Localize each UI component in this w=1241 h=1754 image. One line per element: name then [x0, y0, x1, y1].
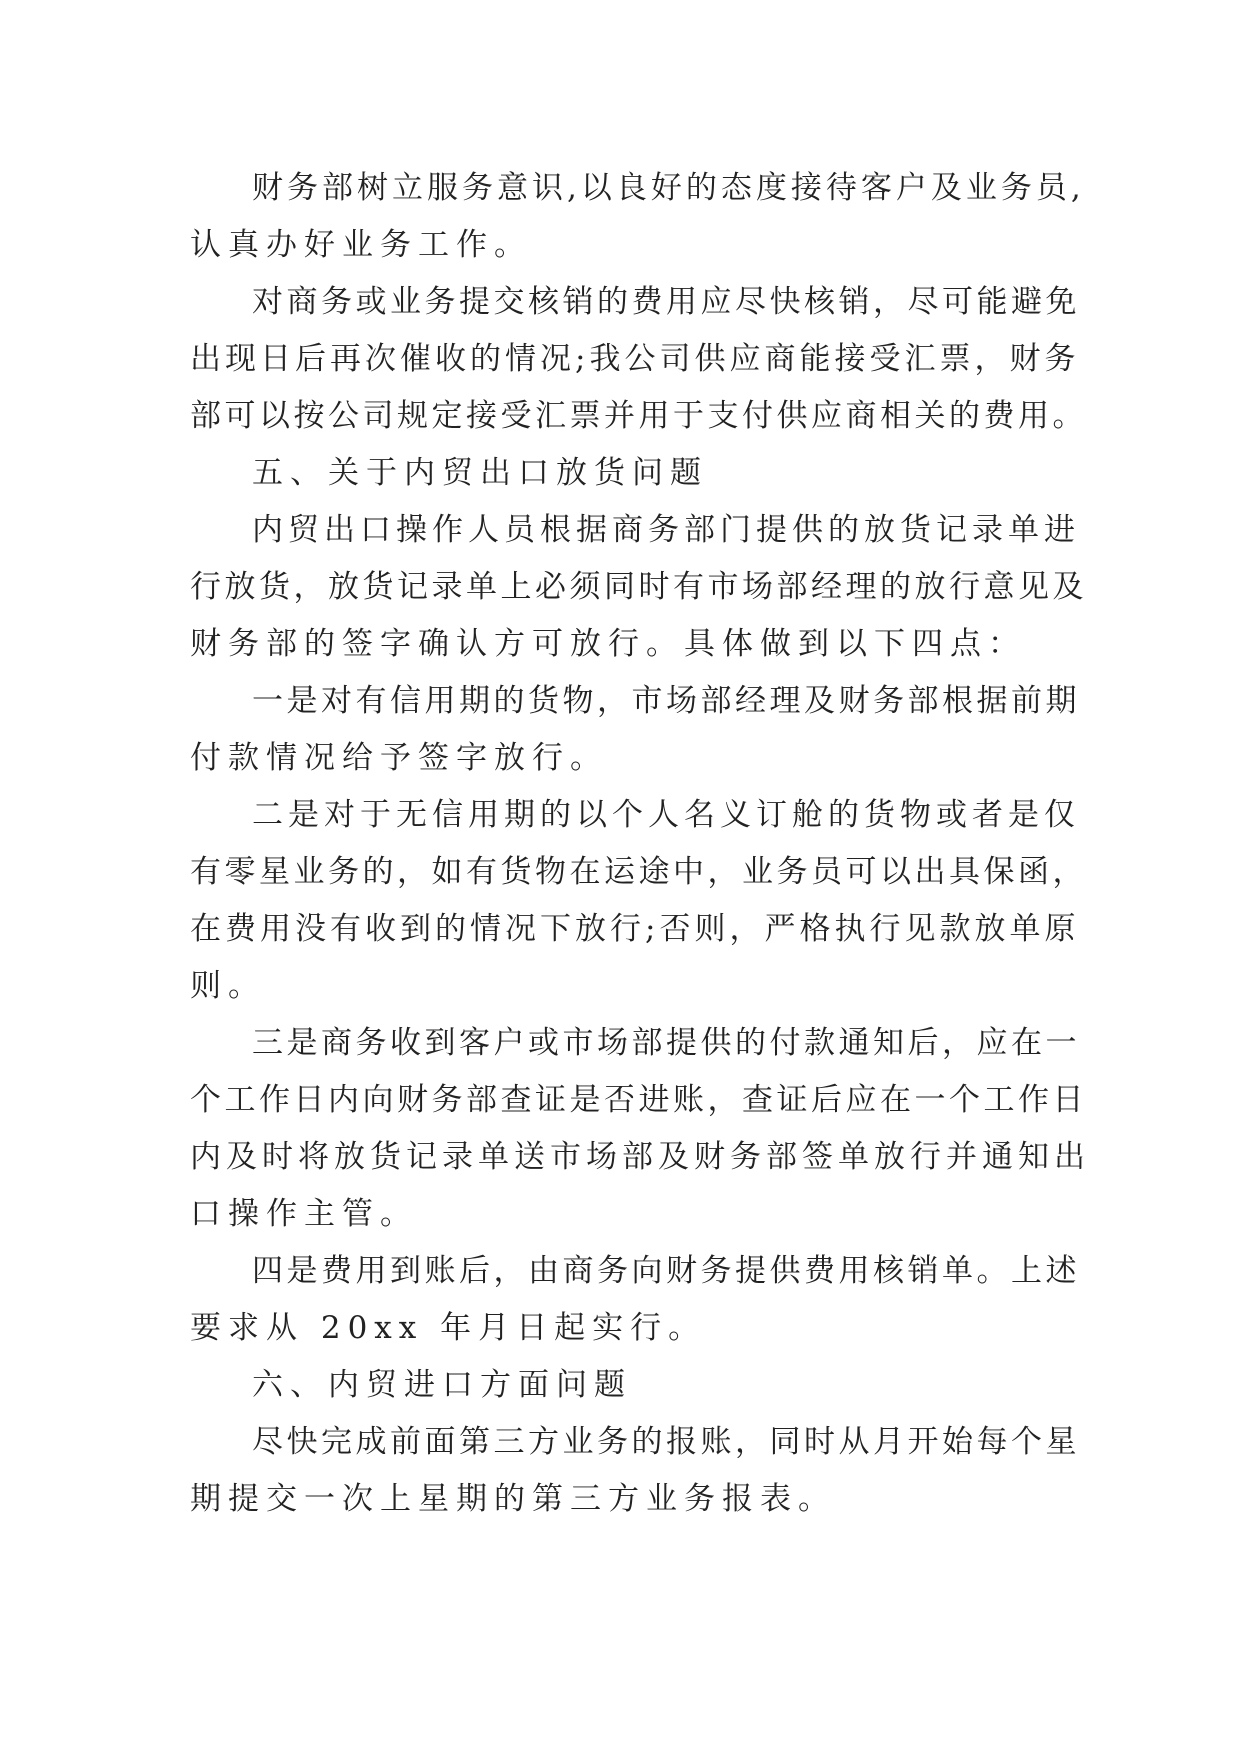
text-line: 三是商务收到客户或市场部提供的付款通知后，应在一	[252, 1025, 1080, 1061]
text-line: 部可以按公司规定接受汇票并用于支付供应商相关的费用。	[190, 398, 1087, 434]
text-line: 尽快完成前面第三方业务的报账，同时从月开始每个星	[252, 1424, 1080, 1460]
text-line: 四是费用到账后，由商务向财务提供费用核销单。上述	[252, 1253, 1080, 1289]
text-line: 内贸出口操作人员根据商务部门提供的放货记录单进	[252, 512, 1080, 548]
paragraph-point-one	[190, 673, 1090, 787]
paragraph-service-awareness	[190, 160, 1090, 274]
section-heading-five	[190, 445, 1090, 502]
text-line: 认真办好业务工作。	[190, 227, 532, 263]
text-line: 要求从 20xx 年月日起实行。	[190, 1310, 707, 1346]
text-line: 在费用没有收到的情况下放行;否则，严格执行见款放单原	[190, 911, 1080, 947]
text-line: 口操作主管。	[190, 1196, 418, 1232]
text-line: 付款情况给予签字放行。	[190, 740, 608, 776]
text-line: 财务部树立服务意识,以良好的态度接待客户及业务员,	[252, 170, 1085, 206]
paragraph-point-four	[190, 1243, 1090, 1357]
paragraph-point-two	[190, 787, 1090, 1015]
text-line: 内及时将放货记录单送市场部及财务部签单放行并通知出	[190, 1139, 1090, 1175]
paragraph-expense-writeoff	[190, 274, 1090, 445]
document-body	[190, 160, 1090, 1528]
text-line: 则。	[190, 968, 266, 1004]
paragraph-import-reporting	[190, 1414, 1090, 1528]
text-line: 行放货，放货记录单上必须同时有市场部经理的放行意见及	[190, 569, 1087, 605]
text-line: 二是对于无信用期的以个人名义订舱的货物或者是仅	[252, 797, 1080, 833]
text-line: 有零星业务的，如有货物在运途中，业务员可以出具保函，	[190, 854, 1087, 890]
text-line: 个工作日内向财务部查证是否进账，查证后应在一个工作日	[190, 1082, 1087, 1118]
text-line: 期提交一次上星期的第三方业务报表。	[190, 1481, 836, 1517]
text-line: 财务部的签字确认方可放行。具体做到以下四点：	[190, 626, 1026, 662]
text-line: 一是对有信用期的货物，市场部经理及财务部根据前期	[252, 683, 1080, 719]
section-heading: 六、内贸进口方面问题	[252, 1367, 632, 1403]
section-heading: 五、关于内贸出口放货问题	[252, 455, 708, 491]
text-line: 出现日后再次催收的情况;我公司供应商能接受汇票，财务	[190, 341, 1080, 377]
text-line: 对商务或业务提交核销的费用应尽快核销，尽可能避免	[252, 284, 1080, 320]
paragraph-release-procedure	[190, 502, 1090, 673]
section-heading-six	[190, 1357, 1090, 1414]
paragraph-point-three	[190, 1015, 1090, 1243]
